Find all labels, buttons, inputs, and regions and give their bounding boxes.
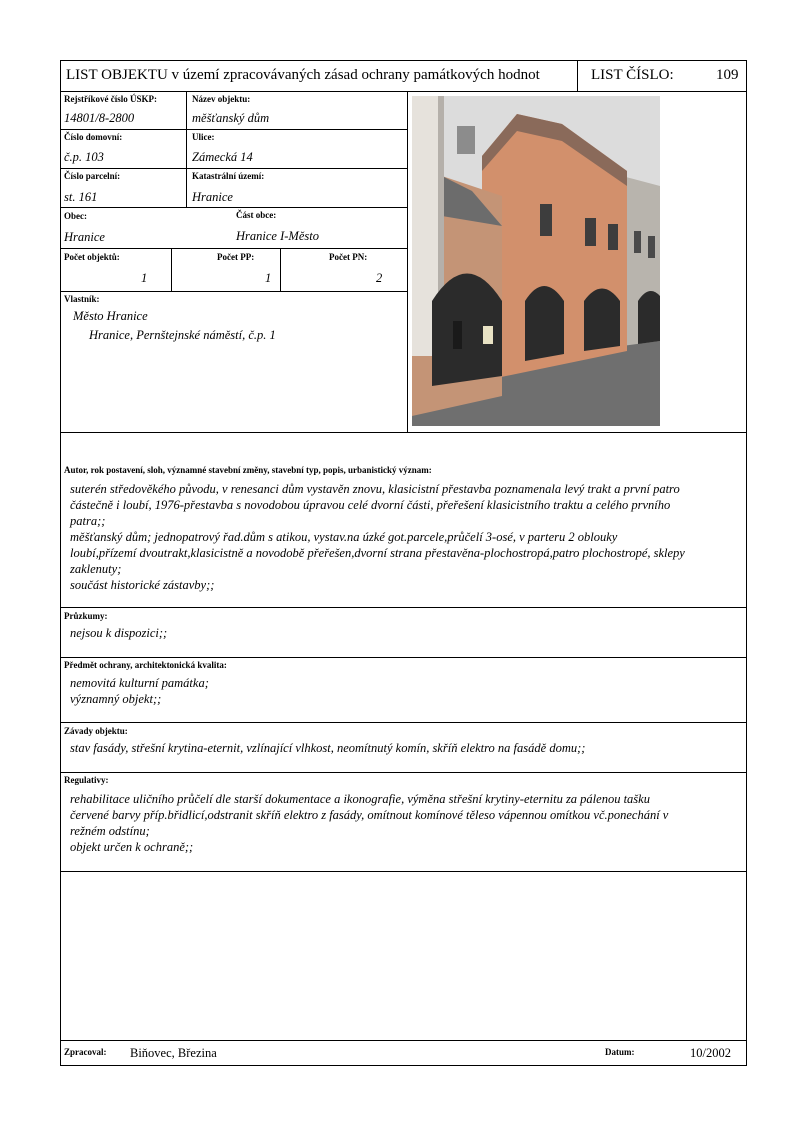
regulations-line: červené barvy příp.břidlicí,odstranit skříň elektro z fasády, omítnout komínové těleso vápennou omítkou vč.ponechání v	[70, 808, 669, 822]
municipality-part-label: Část obce:	[236, 210, 277, 220]
pp-count-label: Počet PP:	[217, 252, 255, 262]
sheet-number-label: LIST ČÍSLO:	[591, 67, 674, 83]
date-value: 10/2002	[690, 1046, 731, 1060]
owner-name: Město Hranice	[73, 309, 148, 323]
surveys-line: nejsou k dispozici;;	[70, 626, 168, 640]
description-line: loubí,přízemí dvoutrakt,klasicistně a novodobě přeřešen,dvorní strana přestavěna-plochostropá,patro plochostropé, sklepy	[70, 546, 685, 560]
processed-by-value: Biňovec, Březina	[130, 1046, 217, 1060]
street-value: Zámecká 14	[192, 150, 253, 164]
page-title: LIST OBJEKTU v území zpracovávaných zásad ochrany památkových hodnot	[66, 67, 540, 83]
object-name-label: Název objektu:	[192, 94, 251, 104]
protection-line: nemovitá kulturní památka;	[70, 676, 209, 690]
parcel-number-value: st. 161	[64, 190, 98, 204]
regulations-text	[70, 791, 744, 855]
defects-text	[70, 740, 744, 756]
house-number-value: č.p. 103	[64, 150, 104, 164]
description-line: součást historické zástavby;;	[70, 578, 215, 592]
protection-line: významný objekt;;	[70, 692, 162, 706]
building-photo-icon	[412, 96, 660, 426]
house-number-label: Číslo domovní:	[64, 132, 123, 142]
cadastre-label: Katastrální území:	[192, 171, 265, 181]
date-label: Datum:	[605, 1047, 635, 1057]
registry-number-label: Rejstříkové číslo ÚSKP:	[64, 94, 157, 104]
pp-count-value: 1	[265, 271, 272, 285]
defects-label: Závady objektu:	[64, 726, 128, 736]
municipality-part-value: Hranice I-Město	[236, 229, 319, 243]
sheet-number-value: 109	[716, 67, 739, 83]
owner-address: Hranice, Pernštejnské náměstí, č.p. 1	[89, 328, 276, 342]
protection-label: Předmět ochrany, architektonická kvalita:	[64, 660, 227, 670]
regulations-line: režném odstínu;	[70, 824, 150, 838]
registry-number-value: 14801/8-2800	[64, 111, 135, 125]
defects-line: stav fasády, střešní krytina-eternit, vzlínající vlhkost, neomítnutý komín, skříň elektro na fasádě domu;;	[70, 741, 586, 755]
description-line: patra;;	[70, 514, 106, 528]
street-label: Ulice:	[192, 132, 215, 142]
owner-label: Vlastník:	[64, 294, 100, 304]
parcel-number-label: Číslo parcelní:	[64, 171, 121, 181]
protection-text	[70, 675, 744, 707]
regulations-line: rehabilitace uličního průčelí dle starší dokumentace a ikonografie, výměna střešní krytiny-eternitu za pálenou tašku	[70, 792, 650, 806]
pn-count-value: 2	[376, 271, 383, 285]
description-line: částečně i loubí, 1976-přestavba s novodobou úpravou celé dvorní části, přeřešení klasicistního traktu a celého prvního	[70, 498, 671, 512]
objects-count-label: Počet objektů:	[64, 252, 120, 262]
object-name-value: měšťanský dům	[192, 111, 270, 125]
municipality-label: Obec:	[64, 211, 87, 221]
description-line: suterén středověkého původu, v renesanci dům vystavěn znovu, klasicistní přestavba poznamenala levý trakt a první patro	[70, 482, 680, 496]
cadastre-value: Hranice	[192, 190, 233, 204]
municipality-value: Hranice	[64, 230, 105, 244]
description-label: Autor, rok postavení, sloh, významné stavební změny, stavební typ, popis, urbanistický význam:	[64, 465, 432, 475]
processed-by-label: Zpracoval:	[64, 1047, 107, 1057]
regulations-line: objekt určen k ochraně;;	[70, 840, 194, 854]
description-line: zaklenuty;	[70, 562, 122, 576]
surveys-label: Průzkumy:	[64, 611, 108, 621]
description-text	[70, 481, 744, 593]
objects-count-value: 1	[141, 271, 148, 285]
description-line: měšťanský dům; jednopatrový řad.dům s atikou, vystav.na úzké got.parcele,průčelí 3-osé, v parteru 2 oblouky	[70, 530, 618, 544]
pn-count-label: Počet PN:	[329, 252, 368, 262]
surveys-text	[70, 625, 744, 641]
regulations-label: Regulativy:	[64, 775, 109, 785]
